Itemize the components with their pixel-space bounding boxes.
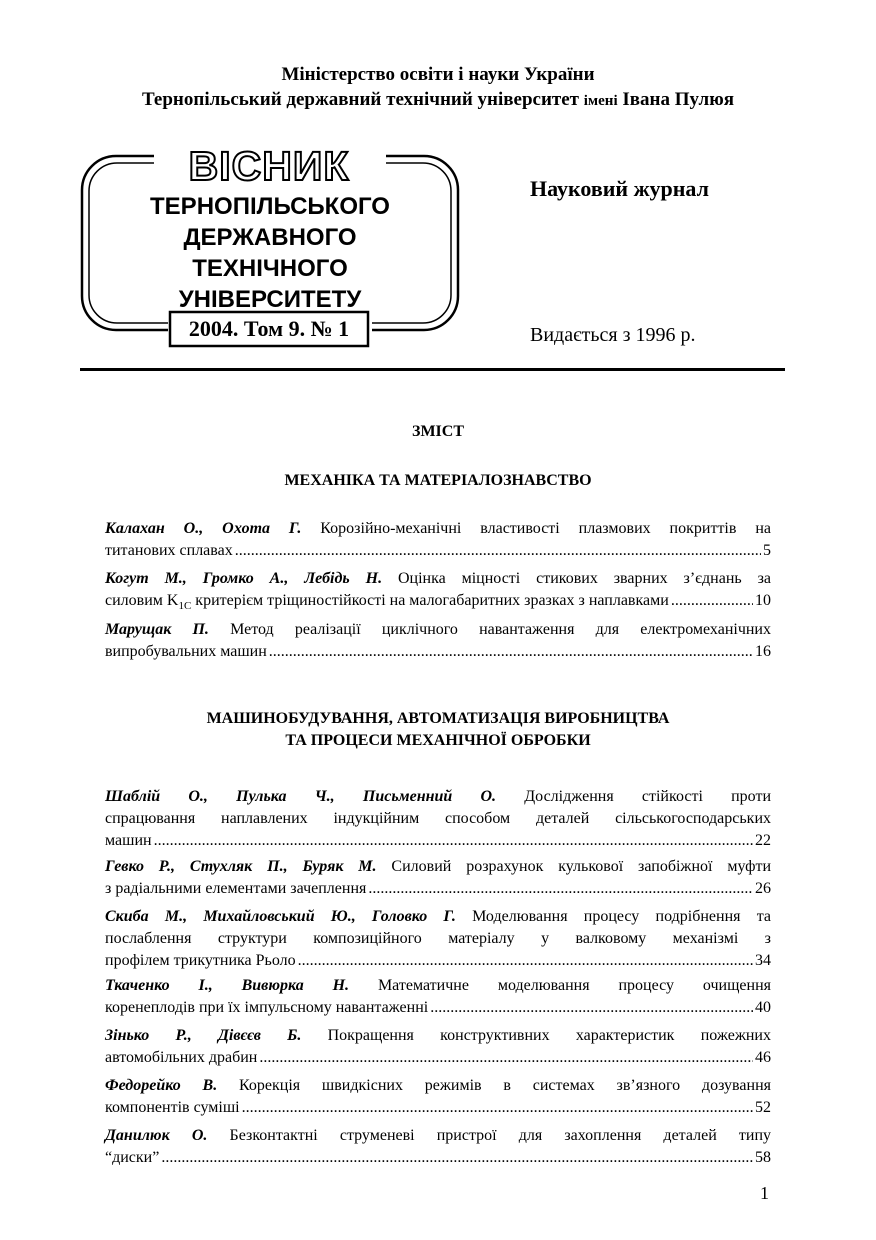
toc-entry-title-end [105, 641, 267, 663]
toc-entry-page: 16 [755, 643, 771, 660]
toc-entry-title-tail: коренеплодів при їх імпульсному навантаженні [105, 999, 429, 1016]
toc-entry-title-end [105, 540, 233, 562]
university-name-part2: Івана Пулюя [622, 89, 734, 110]
toc-entry-authors: Ткаченко І., Вивюрка Н. [105, 977, 350, 994]
toc-entry-line [105, 975, 771, 997]
toc-entry-last-line [105, 878, 771, 900]
toc-entry-title-tail: з радіальними елементами зачеплення [105, 880, 367, 897]
toc-entry-title-tail: силовим K [105, 592, 179, 609]
toc-entry [105, 906, 771, 972]
toc-entry-authors: Калахан О., Охота Г. [105, 520, 302, 537]
toc-entry-line [105, 568, 771, 590]
toc-entry-title-end [105, 1147, 159, 1169]
toc-entry-title-tail: машин [105, 832, 152, 849]
toc-entry-title-tail: титанових сплавах [105, 542, 233, 559]
journal-logo-wordmark: ВІСНИК [188, 143, 350, 189]
toc-entry-title-text: спрацювання наплавлених індукційним способом деталей сільськогосподарських [105, 810, 771, 827]
journal-type: Науковий журнал [530, 176, 709, 201]
page-number: 1 [760, 1183, 769, 1203]
toc-entry [105, 1125, 771, 1169]
toc-entry-title-text: Силовий розрахунок кулькової запобіжної муфти [376, 858, 771, 875]
toc-entry-authors: Гевко Р., Стухляк П., Буряк М. [105, 858, 377, 875]
toc-entry-page: 10 [755, 592, 771, 609]
toc-entry-title-end [105, 950, 296, 972]
toc-entry-title-end [105, 1097, 240, 1119]
toc-leader-dots [298, 950, 753, 972]
published-since: Видається з 1996 р. [530, 324, 696, 346]
toc-entry-line [105, 786, 771, 808]
toc-entry-title-end [105, 1047, 257, 1069]
section-title: МАШИНОБУДУВАННЯ, АВТОМАТИЗАЦІЯ ВИРОБНИЦТВА [206, 710, 670, 727]
toc-entry-page: 58 [755, 1149, 771, 1166]
toc-entry-authors: Когут М., Громко А., Лебідь Н. [105, 570, 383, 587]
toc-entry-authors: Данилюк О. [105, 1127, 208, 1144]
toc-entry-authors: Федорейко В. [105, 1077, 218, 1094]
toc-entry-authors: Зінько Р., Дівєєв Б. [105, 1027, 302, 1044]
toc-entry-last-line [105, 1097, 771, 1119]
toc-entry-last-line [105, 1047, 771, 1069]
logo-line-3: ТЕХНІЧНОГО [192, 255, 348, 282]
toc-entry-line [105, 1025, 771, 1047]
toc-entry-title-tail: компонентів суміші [105, 1099, 240, 1116]
toc-leader-dots [368, 878, 753, 900]
toc-entry-page: 40 [755, 999, 771, 1016]
toc-entry-line [105, 1125, 771, 1147]
toc-entry-title-tail: “диски” [105, 1149, 160, 1166]
university-title [0, 89, 876, 111]
toc-entry-authors: Скиба М., Михайловський Ю., Головко Г. [105, 908, 456, 925]
toc-leader-dots [161, 1147, 753, 1169]
toc-entry [105, 1075, 771, 1119]
toc-entry-last-line [105, 830, 771, 852]
contents-title: ЗМІСТ [412, 423, 464, 440]
toc-entry-line [105, 518, 771, 540]
toc-entry [105, 568, 771, 617]
university-name-small: імені [583, 93, 618, 109]
toc-leader-dots [235, 540, 761, 562]
toc-entry-title-text: Дослідження стійкості проти [496, 788, 772, 805]
ministry-title: Міністерство освіти і науки України [281, 64, 595, 85]
toc-leader-dots [259, 1047, 753, 1069]
toc-entry-authors: Шаблій О., Пулька Ч., Письменний О. [105, 788, 497, 805]
toc-entry-title-text: Математичне моделювання процесу очищення [349, 977, 771, 994]
toc-entry-page: 22 [755, 832, 771, 849]
toc-entry-last-line [105, 641, 771, 663]
toc-entry [105, 786, 771, 852]
toc-entry-last-line [105, 590, 771, 617]
toc-entry [105, 1025, 771, 1069]
toc-leader-dots [154, 830, 753, 852]
toc-entry-title-text: Корекція швидкісних режимів в системах зв’язного дозування [217, 1077, 771, 1094]
university-name-part1: Тернопільський державний технічний університет [141, 89, 580, 110]
toc-entry-page: 5 [763, 542, 771, 559]
toc-entry-line [105, 928, 771, 950]
logo-line-2: ДЕРЖАВНОГО [183, 224, 357, 251]
toc-entry-title-text: Корозійно-механічні властивості плазмових покриттів на [301, 520, 772, 537]
toc-entry-title-end [105, 830, 152, 852]
toc-leader-dots [269, 641, 753, 663]
toc-entry-title-text: послаблення структури композиційного матеріалу у валковому механізмі з [105, 930, 771, 947]
issue-label: 2004. Том 9. № 1 [188, 316, 350, 341]
toc-entry [105, 619, 771, 663]
toc-entry-page: 46 [755, 1049, 771, 1066]
toc-entry-page: 34 [755, 952, 771, 969]
toc-entry-title-text: Оцінка міцності стикових зварних з’єднань за [382, 570, 771, 587]
toc-entry-last-line [105, 540, 771, 562]
toc-entry-page: 52 [755, 1099, 771, 1116]
logo-line-4: УНІВЕРСИТЕТУ [178, 286, 362, 313]
toc-entry-title-tail: автомобільних драбин [105, 1049, 258, 1066]
toc-entry-title-end [105, 590, 669, 617]
section-title: МЕХАНІКА ТА МАТЕРІАЛОЗНАВСТВО [284, 472, 592, 489]
toc-entry [105, 856, 771, 900]
toc-entry-title-text: Безконтактні струменеві пристрої для захоплення деталей типу [207, 1127, 771, 1144]
toc-entry-title-text: Покращення конструктивних характеристик пожежних [301, 1027, 771, 1044]
toc-leader-dots [671, 590, 753, 612]
toc-entry-subscript: 1C [178, 600, 192, 613]
toc-entry-line [105, 619, 771, 641]
toc-entry-title-text: Метод реалізації циклічного навантаження для електромеханічних [208, 621, 771, 638]
logo-line-1: ТЕРНОПІЛЬСЬКОГО [150, 193, 390, 220]
toc-entry-title-text: Моделювання процесу подрібнення та [455, 908, 771, 925]
toc-entry-line [105, 808, 771, 830]
toc-entry-title-end [105, 878, 366, 900]
toc-entry-title-end [105, 997, 428, 1019]
toc-entry-line [105, 906, 771, 928]
header-divider [80, 368, 785, 371]
toc-entry-line [105, 1075, 771, 1097]
toc-leader-dots [242, 1097, 753, 1119]
toc-entry-title-tail: випробувальних машин [105, 643, 267, 660]
toc-entry-last-line [105, 997, 771, 1019]
toc-entry-line [105, 856, 771, 878]
toc-entry-page: 26 [755, 880, 771, 897]
section-title: ТА ПРОЦЕСИ МЕХАНІЧНОЇ ОБРОБКИ [285, 732, 591, 749]
toc-entry-authors: Марущак П. [105, 621, 209, 638]
toc-entry-last-line [105, 1147, 771, 1169]
toc-entry [105, 518, 771, 562]
toc-leader-dots [430, 997, 753, 1019]
toc-entry-title-tail-post: критерієм тріщиностійкості на малогабаритних зразках з наплавками [191, 592, 669, 609]
toc-entry [105, 975, 771, 1019]
toc-entry-last-line [105, 950, 771, 972]
toc-entry-title-tail: профілем трикутника Рьоло [105, 952, 296, 969]
